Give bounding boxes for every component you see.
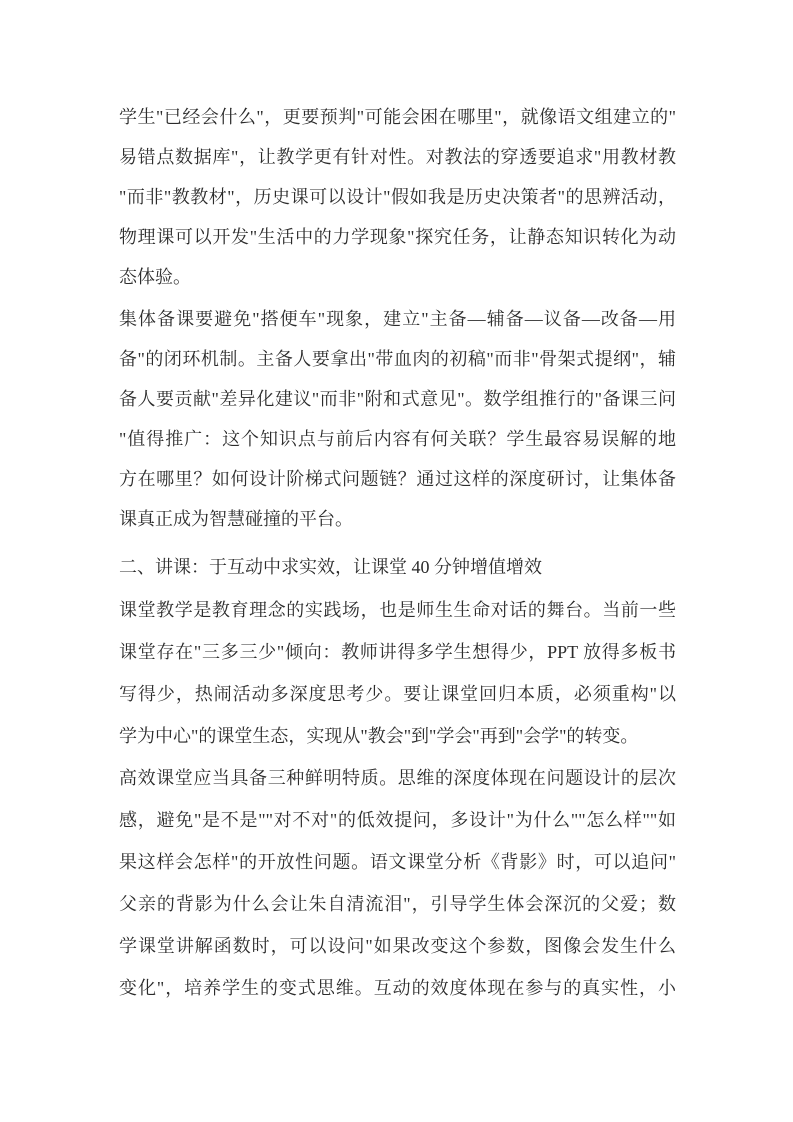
text-line: 易错点数据库"，让教学更有针对性。对教法的穿透要追求"用教材教 bbox=[119, 147, 676, 167]
heading-text-line: 二、讲课：于互动中求实效，让课堂 40 分钟增值增效 bbox=[119, 557, 542, 577]
section-heading bbox=[119, 546, 676, 588]
text-line: 集体备课要避免"搭便车"现象，建立"主备—辅备—议备—改备—用 bbox=[119, 309, 676, 329]
text-line: 备人要贡献"差异化建议"而非"附和式意见"。数学组推行的"备课三问 bbox=[119, 389, 676, 409]
text-line: "值得推广：这个知识点与前后内容有何关联？学生最容易误解的地 bbox=[119, 429, 676, 449]
text-line: 感，避免"是不是""对不对"的低效提问，多设计"为什么""怎么样""如 bbox=[119, 810, 676, 830]
text-line: 父亲的背影为什么会让朱自清流泪"，引导学生体会深沉的父爱；数 bbox=[119, 894, 676, 914]
text-line: 学生"已经会什么"，更要预判"可能会困在哪里"，就像语文组建立的" bbox=[119, 107, 676, 127]
paragraph bbox=[119, 299, 676, 539]
text-line: 变化"，培养学生的变式思维。互动的效度体现在参与的真实性，小 bbox=[119, 978, 676, 998]
text-line: "而非"教教材"，历史课可以设计"假如我是历史决策者"的思辨活动， bbox=[119, 187, 676, 207]
text-line: 学课堂讲解函数时，可以设问"如果改变这个参数，图像会发生什么 bbox=[119, 936, 676, 956]
text-line: 学为中心"的课堂生态，实现从"教会"到"学会"再到"会学"的转变。 bbox=[119, 726, 639, 746]
text-line: 写得少，热闹活动多深度思考少。要让课堂回归本质，必须重构"以 bbox=[119, 684, 676, 704]
text-line: 方在哪里？如何设计阶梯式问题链？通过这样的深度研讨，让集体备 bbox=[119, 469, 676, 489]
text-line: 课堂教学是教育理念的实践场，也是师生生命对话的舞台。当前一些 bbox=[119, 600, 676, 620]
text-line: 课堂存在"三多三少"倾向：教师讲得多学生想得少，PPT 放得多板书 bbox=[119, 642, 676, 662]
text-line: 果这样会怎样"的开放性问题。语文课堂分析《背影》时，可以追问" bbox=[119, 852, 676, 872]
text-line: 物理课可以开发"生活中的力学现象"探究任务，让静态知识转化为动 bbox=[119, 227, 676, 247]
paragraph bbox=[119, 757, 676, 1009]
paragraph bbox=[119, 97, 676, 297]
text-line: 态体验。 bbox=[119, 267, 191, 287]
text-line: 课真正成为智慧碰撞的平台。 bbox=[119, 509, 353, 529]
text-line: 备"的闭环机制。主备人要拿出"带血肉的初稿"而非"骨架式提纲"，辅 bbox=[119, 349, 676, 369]
text-line: 高效课堂应当具备三种鲜明特质。思维的深度体现在问题设计的层次 bbox=[119, 768, 676, 788]
paragraph bbox=[119, 589, 676, 757]
